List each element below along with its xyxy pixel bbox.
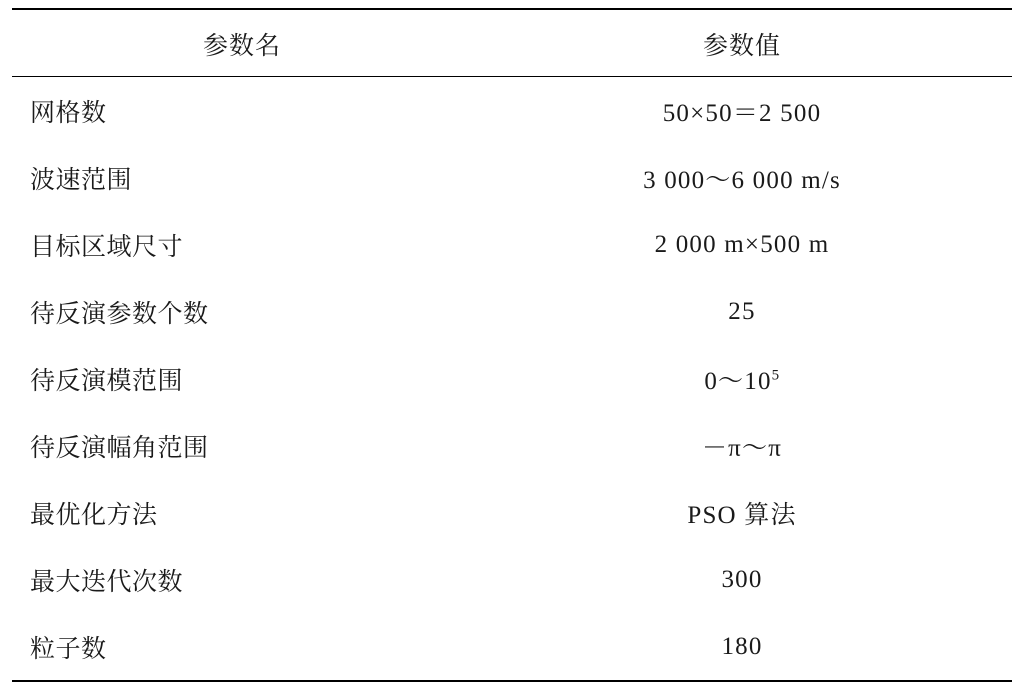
row-value — [472, 278, 1012, 345]
row-label: 最优化方法 — [30, 502, 158, 529]
row-label: 待反演幅角范围 — [30, 435, 209, 462]
header-row — [12, 9, 1012, 77]
row-label: 粒子数 — [30, 636, 107, 663]
table-row — [12, 144, 1012, 211]
row-label: 待反演模范围 — [30, 368, 184, 395]
row-value — [472, 345, 1012, 412]
row-value-text: 300 — [721, 566, 763, 593]
row-label: 最大迭代次数 — [30, 569, 184, 596]
row-value-text: 2 000 m×500 m — [654, 231, 830, 258]
row-value-text: 25 — [728, 298, 756, 325]
table-row — [12, 278, 1012, 345]
row-value-exponent: 5 — [771, 367, 780, 384]
table-row — [12, 546, 1012, 613]
top-spacer — [0, 0, 1024, 8]
row-label: 网格数 — [30, 100, 107, 127]
row-value-text: 3 000～6 000 m/s — [643, 167, 841, 194]
table-row — [12, 211, 1012, 278]
table-row — [12, 345, 1012, 412]
table-body — [12, 77, 1012, 682]
row-value — [472, 613, 1012, 681]
table-header — [12, 9, 1012, 77]
row-value-text: 180 — [721, 633, 763, 660]
table-row — [12, 479, 1012, 546]
row-label: 波速范围 — [30, 167, 133, 194]
row-value — [472, 412, 1012, 479]
row-value — [472, 144, 1012, 211]
row-label: 待反演参数个数 — [30, 301, 209, 328]
column-header-value: 参数值 — [702, 33, 781, 60]
row-value — [472, 77, 1012, 145]
row-value-text: 0～10 — [704, 368, 772, 395]
table-row — [12, 77, 1012, 145]
row-value — [472, 211, 1012, 278]
table-row — [12, 613, 1012, 681]
row-value-text: PSO 算法 — [687, 502, 797, 529]
parameter-table — [12, 8, 1012, 682]
row-value — [472, 546, 1012, 613]
row-label: 目标区域尺寸 — [30, 234, 184, 261]
row-value — [472, 479, 1012, 546]
column-header-name: 参数名 — [202, 33, 281, 60]
row-value-text: 50×50＝2 500 — [662, 100, 822, 127]
table-row — [12, 412, 1012, 479]
row-value-text: －π～π — [701, 435, 783, 462]
